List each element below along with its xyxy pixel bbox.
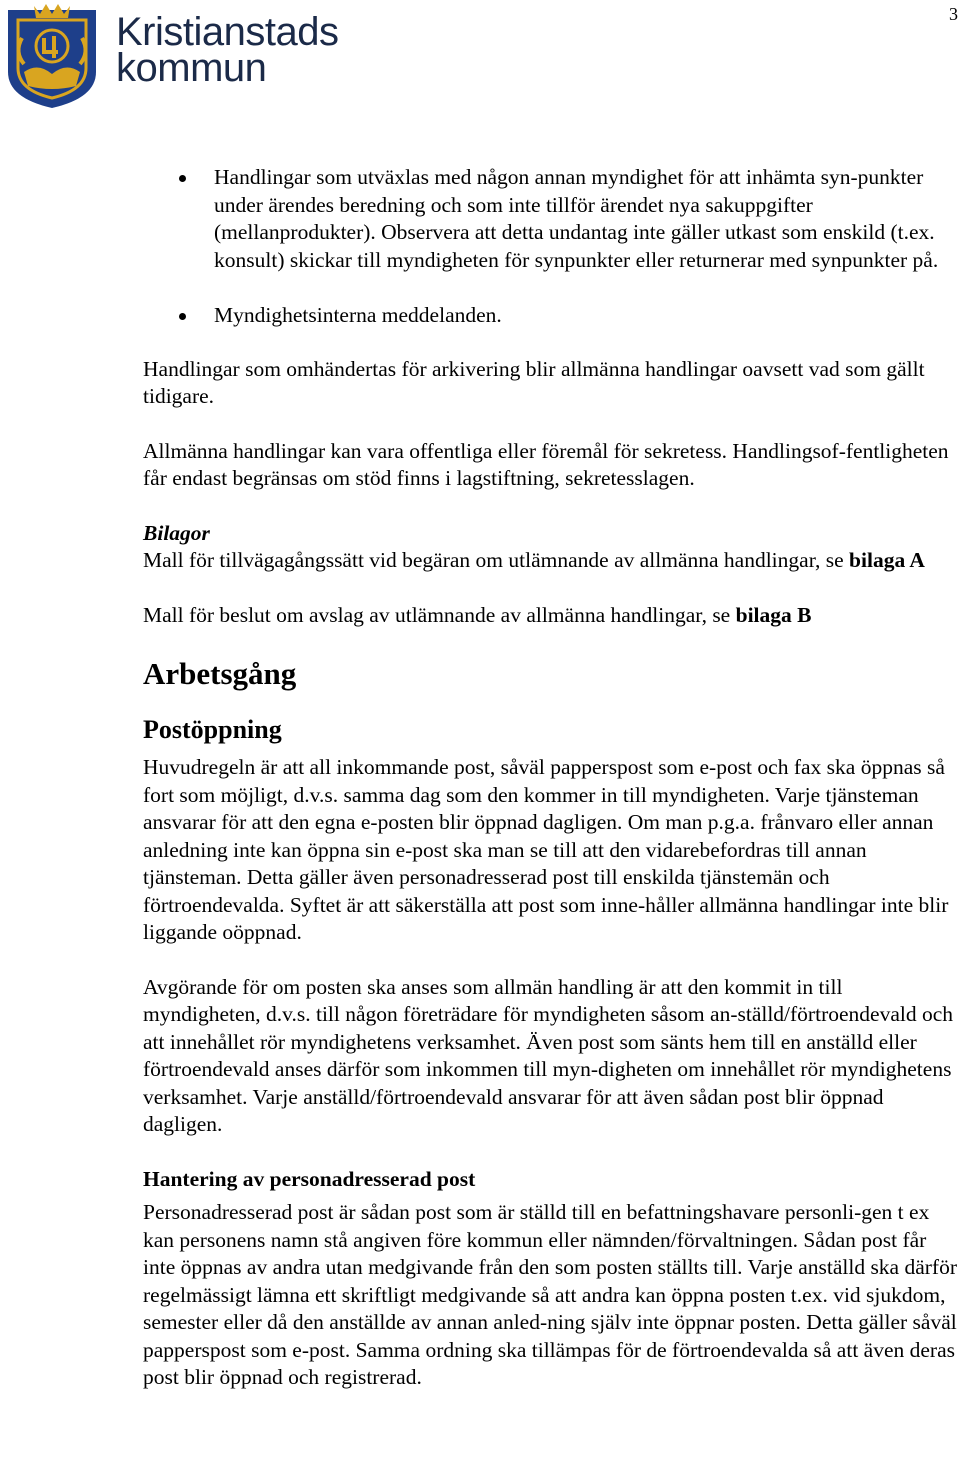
subsection-heading-postoppning: Postöppning (143, 715, 282, 744)
list-item (143, 302, 958, 330)
header (4, 2, 338, 110)
subsection-heading-hantering: Hantering av personadresserad post (143, 1166, 476, 1191)
section-heading-arbetsgang: Arbetsgång (143, 656, 297, 691)
paragraph-huvudregeln: Huvudregeln är att all inkommande post, såväl papperspost som e-post och fax ska öppnas så fort som möjligt, d.v.s. samma dag som den kommer in till myndigheten. Varje tjänsteman ansvarar för att den egna e-posten blir öppnad dagligen. Om man p.g.a. frånvaro eller annan anledning inte kan öppna sin e-post ska man se till att den vidarebefordras till annan tjänsteman. Detta gäller även personadresserad post till enskilda tjänstemän och förtroendevalda. Syftet är att säkerställa att post som inne-håller allmänna handlingar inte blir liggande oöppnad. (143, 755, 949, 944)
list-item (143, 164, 958, 274)
bullet-text: Handlingar som utväxlas med någon annan myndighet för att inhämta syn-punkter under ärendes beredning och som inte tillför ärendet nya sakuppgifter (mellanprodukter). Observera att detta undantag inte gäller utkast som enskild (t.ex. konsult) skickar till myndigheten för synpunkter eller returnerar med synpunkter på. (214, 165, 939, 272)
bilaga-b-text: Mall för beslut om avslag av utlämnande av allmänna handlingar, se (143, 602, 731, 627)
paragraph-arkivering: Handlingar som omhändertas för arkivering blir allmänna handlingar oavsett vad som gällt tidigare. (143, 356, 925, 408)
brand-line-1: Kristianstads (116, 10, 339, 54)
bullet-icon (179, 313, 186, 320)
bilaga-a-line (143, 547, 958, 575)
bilagor-section (143, 520, 958, 630)
bilaga-b-ref: bilaga B (735, 602, 812, 627)
document-body (143, 164, 958, 1419)
bilaga-a-ref: bilaga A (849, 548, 925, 572)
bullet-icon (179, 175, 186, 182)
paragraph-offentliga: Allmänna handlingar kan vara offentliga eller föremål för sekretess. Handlingsof-fentligheten får endast begränsas om stöd finns i lagstiftning, sekretesslagen. (143, 438, 949, 490)
paragraph-personadresserad: Personadresserad post är sådan post som är ställd till en befattningshavare personli-gen t ex kan personens namn stå angiven före kommun eller nämnden/förvaltningen. Sådan post får inte öppnas av andra utan medgivande från den som posten ställts till. Varje anställd ska därför regelmässigt lämna ett skriftligt medgivande så att andra kan öppna posten t.ex. vid sjukdom, semester eller då den anställde av annan anled-ning själv inte öppnar posten. Detta gäller såväl papperspost som e-post. Samma ordning ska tillämpas för de förtroendevalda så att även deras post blir öppnad och registrerad. (143, 1200, 957, 1389)
bilaga-a-text: Mall för tillvägagångssätt vid begäran om utlämnande av allmänna handlingar, se (143, 548, 844, 572)
bilagor-title: Bilagor (143, 520, 210, 545)
municipality-crest-logo (4, 2, 100, 110)
municipality-name (116, 10, 339, 90)
paragraph-avgorande: Avgörande för om posten ska anses som allmän handling är att den kommit in till myndigheten, d.v.s. till någon företrädare för myndigheten såsom an-ställd/förtroendevald och att innehållet rör myndighetens verksamhet. Även post som sänts hem till en anställd eller förtroendevald anses därför som inkommen till myn-digheten om innehållet rör myndighetens verksamhet. Varje anställd/förtroendevald ansvarar för att även sådan post blir öppnad dagligen. (143, 974, 953, 1136)
brand-line-2: kommun (116, 46, 267, 90)
bullet-text: Myndighetsinterna meddelanden. (214, 303, 502, 327)
bullet-list (143, 164, 958, 330)
bilaga-b-line (143, 602, 958, 630)
page-number: 3 (949, 4, 958, 24)
